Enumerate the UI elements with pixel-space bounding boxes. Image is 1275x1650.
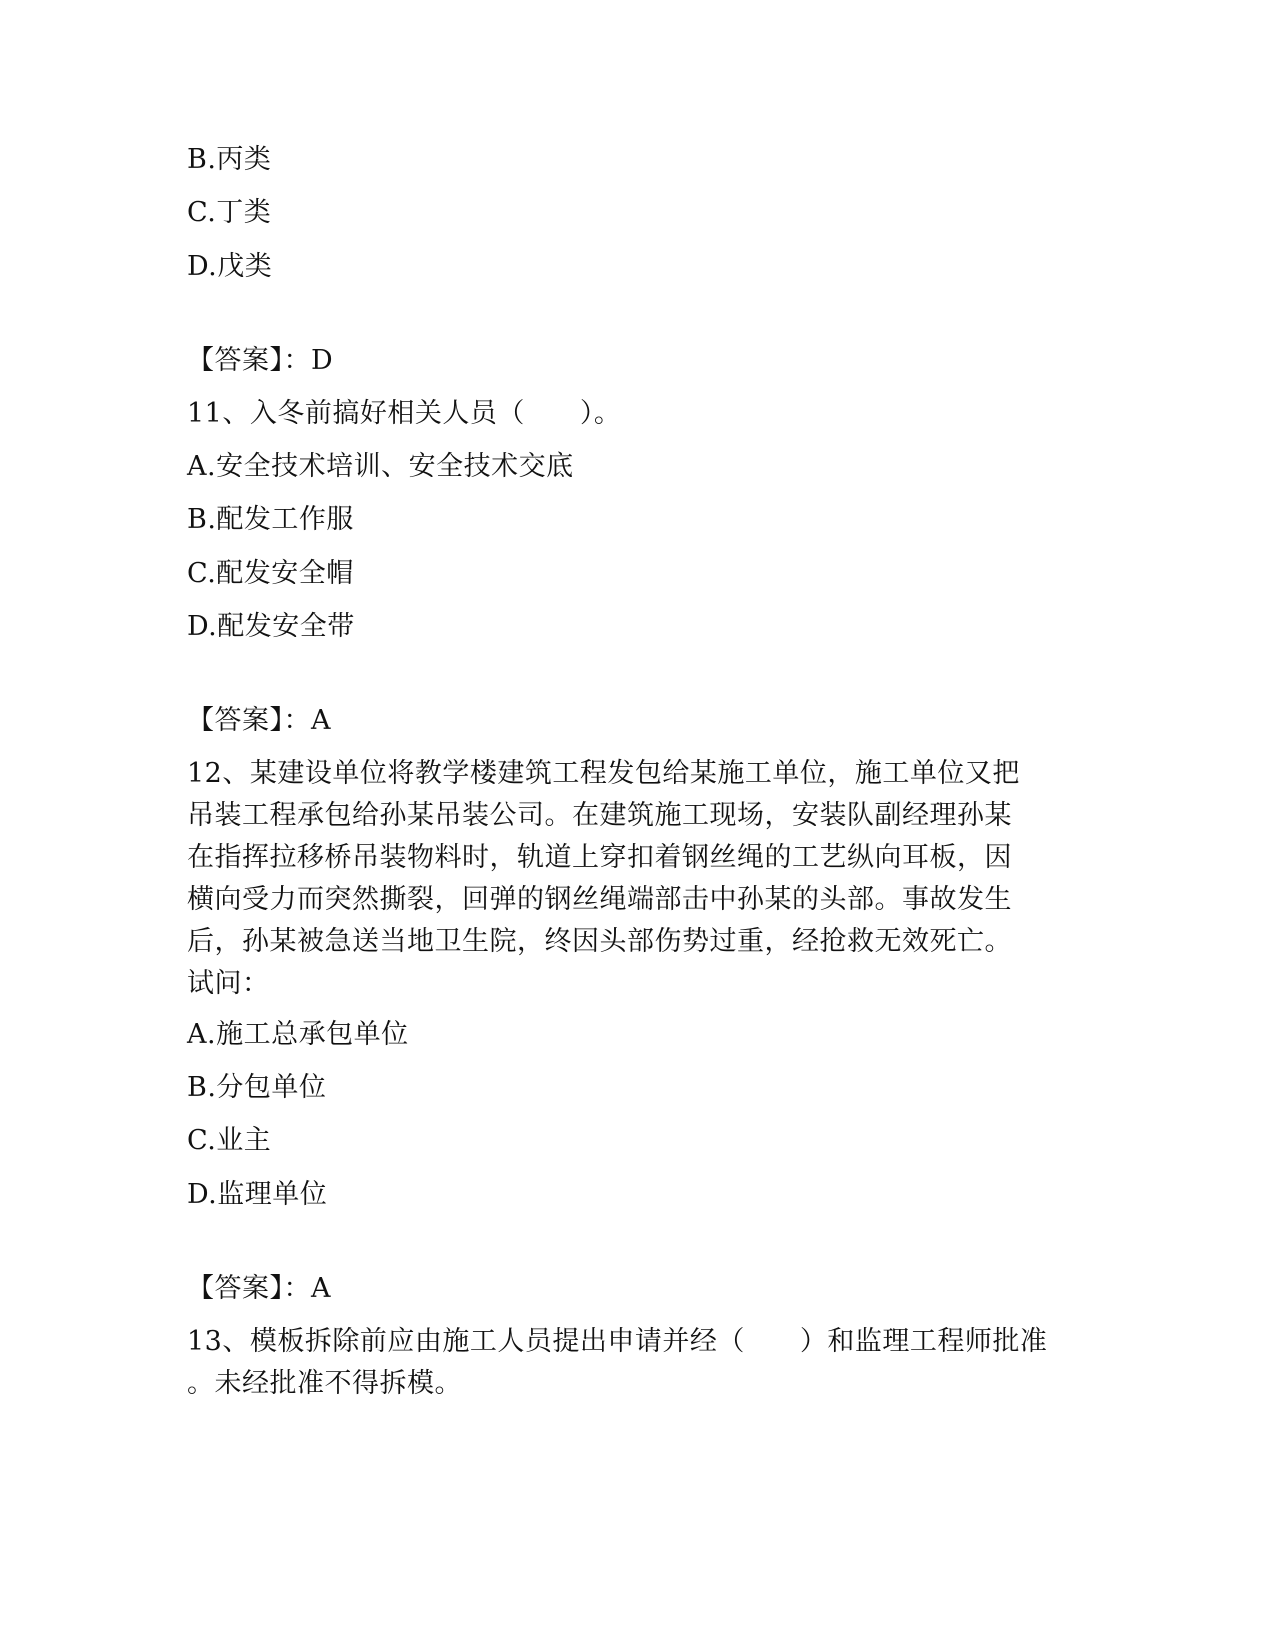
- q12-stem-line: 横向受力而突然撕裂，回弹的钢丝绳端部击中孙某的头部。事故发生: [187, 884, 1012, 915]
- q12-option-d: D.监理单位: [187, 1179, 328, 1210]
- q12-option-c: C.业主: [187, 1125, 272, 1156]
- q11-option-a: A.安全技术培训、安全技术交底: [187, 451, 574, 482]
- q13-stem-line: 13、模板拆除前应由施工人员提出申请并经（ ）和监理工程师批准: [187, 1326, 1048, 1357]
- q12-answer: 【答案】：A: [187, 1273, 331, 1304]
- q12-stem: [187, 753, 1087, 1005]
- q10-option-c: C.丁类: [187, 197, 272, 228]
- q11-answer: 【答案】：A: [187, 705, 331, 736]
- q12-stem-line: 后，孙某被急送当地卫生院，终因头部伤势过重，经抢救无效死亡。: [187, 926, 1012, 957]
- q10-option-b: B.丙类: [187, 144, 272, 175]
- q11-stem: 11、入冬前搞好相关人员（ ）。: [187, 398, 622, 429]
- q13-stem-line: 。未经批准不得拆模。: [187, 1368, 462, 1399]
- q12-option-a: A.施工总承包单位: [187, 1019, 409, 1050]
- q12-stem-line: 12、某建设单位将教学楼建筑工程发包给某施工单位，施工单位又把: [187, 758, 1020, 789]
- q13-stem: [187, 1321, 1087, 1405]
- q10-option-d: D.戊类: [187, 251, 273, 282]
- q12-stem-line: 在指挥拉移桥吊装物料时，轨道上穿扣着钢丝绳的工艺纵向耳板，因: [187, 842, 1012, 873]
- q11-option-b: B.配发工作服: [187, 504, 354, 535]
- q12-option-b: B.分包单位: [187, 1072, 327, 1103]
- q10-answer: 【答案】：D: [187, 345, 334, 376]
- q11-option-c: C.配发安全帽: [187, 558, 354, 589]
- q11-option-d: D.配发安全带: [187, 611, 355, 642]
- q12-stem-line: 试问：: [187, 968, 270, 999]
- q12-stem-line: 吊装工程承包给孙某吊装公司。在建筑施工现场，安装队副经理孙某: [187, 800, 1012, 831]
